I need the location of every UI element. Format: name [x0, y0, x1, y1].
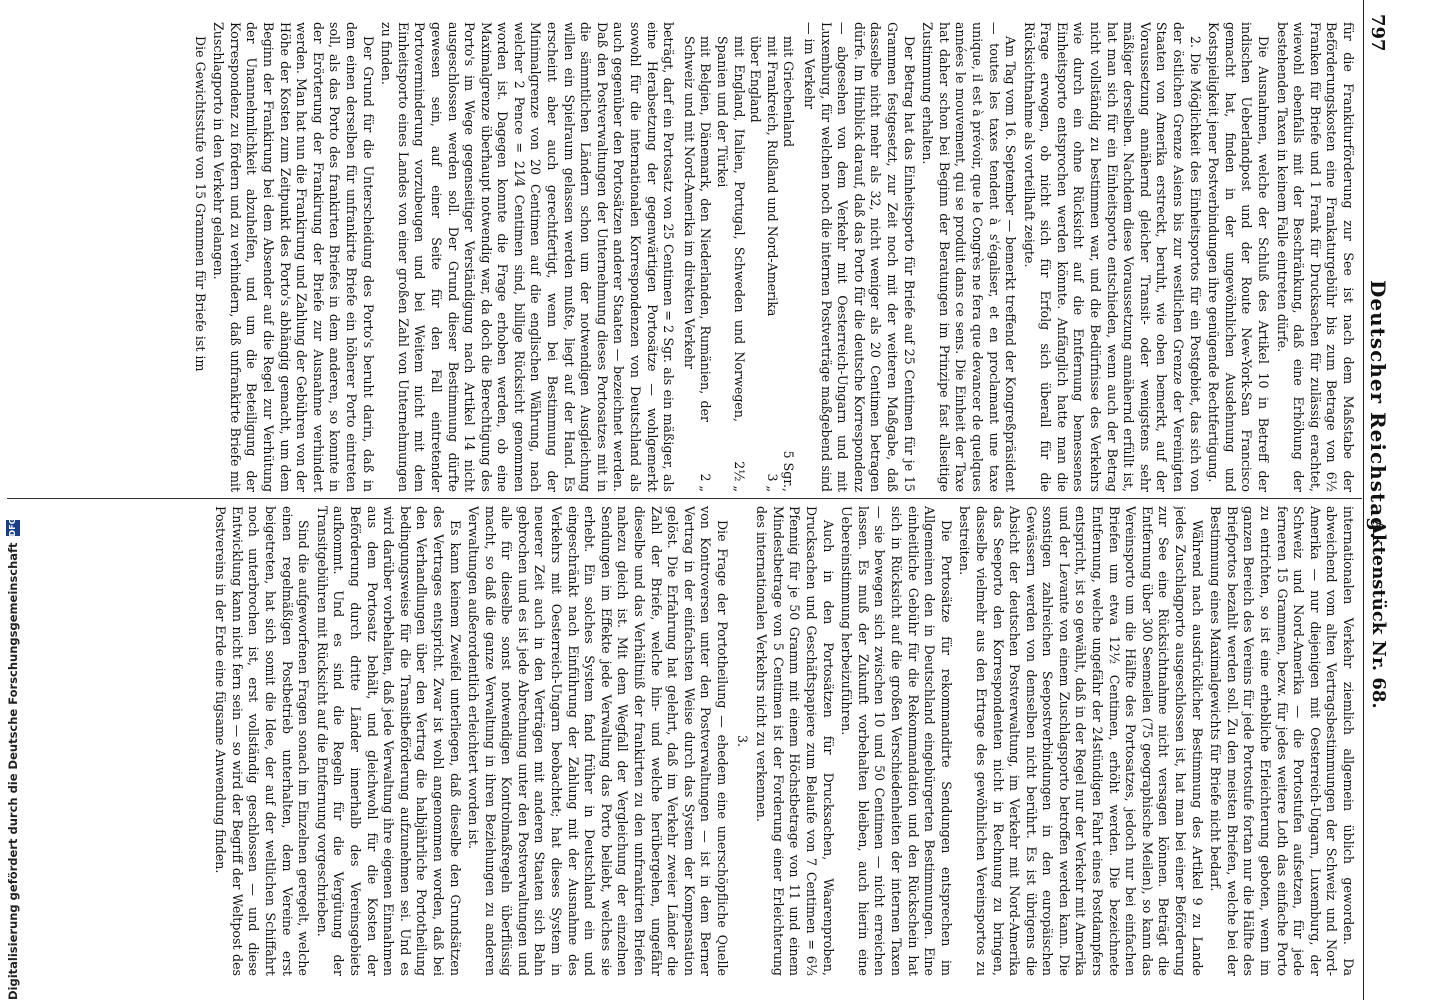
rate-destination: mit Griechenland: [781, 36, 797, 148]
rate-amount: 2 „: [698, 473, 714, 492]
text-column-right: [8, 506, 1356, 976]
page-header: [1363, 0, 1392, 1000]
rate-destination: über England: [748, 36, 764, 123]
paragraph: Auch in den Portosätzen für Drucksachen, Waarenproben, Drucksachen und Geschäftspapiere zum Belaufe von 7 Centimen = 6⅓ Pfennig für je 50 Gramm mit einem Höchstbetrage von 11 und einem Mindestbetrage von 5 Centimen ist der Forderung einer Erleichterung des internationalen Verkehrs nicht zu verkennen.: [754, 506, 836, 976]
rate-row: [780, 22, 797, 492]
paragraph: Die Gewichtsstufe von 15 Grammen für Briefe ist im: [192, 36, 208, 372]
journal-title: Deutscher Reichstag.: [1366, 280, 1390, 541]
paragraph: Der Grund für die Unterscheidung des Porto's beruht darin, daß in dem einen derselben für unfrankirte Briefe ein höherer Porto eintreten soll, als das Porto des frankirten Briefes in dem anderen, so konnte in der Erörterung der Frankirung der Briefe zur Ausnahme verhindert werden. Man hat nun die Frankirung und Zahlung der Gebühren von der Höhe der Kosten zum Zeitpunkt des Porto's abhängig gemacht, um dem Beginn der Frankirung bei dem Absender auf die Regel zur Verhütung der Unannehmlichkeit abzuhelfen, und um die Beteiligung der Korrespondenz zu fördern und zu verhindern, daß unfrankirte Briefe mit Zuschlagporto in den Verkehr gelangen.: [211, 22, 376, 492]
paragraph: Der Betrag hat das Einheitsporto für Briefe auf 25 Centimen für je 15 Grammen festgesetzt, zur Zeit noch mit der weiteren Maßgabe, daß dasselbe nicht mehr als 32, nicht weniger als 20 Centimen betragen dürfe. Im Hinblick darauf, daß das Porto für die deutsche Korrespondenz — abgesehen von dem Verkehr mit Oesterreich-Ungarn und mit Luxemburg, für welchen noch die internen Postverträge maßgebend sind — im Verkehr: [802, 22, 917, 492]
paragraph: Am Tag vom 16. September — bemerkt treffend der Kongreßpräsident — toutes les taxes tendent à s'égaliser, et en proclamant une taxe unique, il est à prévoir, que le Congrès ne fera que devancer de quelques années le mouvement, qui se produit dans ce sens. Die Einheit der Taxe hat daher schon bei Beginn der Beratungen im Prinzipe fast allseitige Zustimmung erhalten.: [920, 22, 1019, 492]
column-divider: [7, 498, 1362, 499]
dfg-logo-icon: DFG: [6, 520, 20, 536]
rate-destination: mit Frankreich, Rußland und Nord-Amerika: [764, 36, 780, 317]
rate-table: [680, 22, 796, 492]
paragraph: Es kann keinem Zweifel unterliegen, daß dieselbe den Grundsätzen des Vertrages entspricht. Zwar ist wohl angenommen worden, daß bei den Verhandlungen über den Vertrag die halbjährliche Portotheilung bedingungsweise für die Transitbeförderung aufzunehmen sei. Und es wird darüber vorbehalten, daß jede Verwaltung ihre eigenen Einnahmen aus dem Portosatz behält, und gleichwohl für die Kosten der Beförderung durch dritte Länder innerhalb des Vereinsgebiets aufkommt. Und es sind die Regeln für die Vergütung der Transitgebühren mit Rücksicht auf die Entfernung vorgeschrieben.: [314, 506, 463, 976]
paragraph: Sind die aufgeworfenen Fragen sonach im Einzelnen geregelt, welche einen regelmäßigen Postbetrieb unterhalten, dem Vereine erst beigetreten, hat sich somit die Idee, der auf der weltlichen Schiffahrt noch unterbrochen ist, erst vollständig geschlossen — und diese Entwicklung kann nicht fern sein — so wird der Begriff der Weltpost des Postvereins in der Erde eine fügsame Anwendung finden.: [213, 506, 312, 976]
paragraph: beträgt, darf ein Portosatz von 25 Centimen = 2 Sgr. als ein mäßiger, als eine Herabsetzung der gegenwärtigen Portosätze — wohlgemerkt sowohl für die internationalen Korrespondenzen von Deutschland als auch gegenüber den Portosätzen anderer Staaten — bezeichnet werden. Daß den Postverwaltungen der Unternehmung dieses Portosatzes mit in die sämmtlichen Ländern schon um der notwendigen Ausgleichung willen ein Spielraum gelassen werden mußte, liegt auf der Hand. Es erscheint aber auch gerechtfertigt, wenn bei Bestimmung der Minimalgrenze von 20 Centimen auf die englischen Währung, nach welcher 2 Pence = 21⁄4 Centimen sind, billige Rücksicht genommen worden ist. Dagegen konnte die Frage erhoben werden, ob eine Maximalgrenze überhaupt notwendig war, da doch die Berechtigung des Porto's im Wege gegenseitiger Verständigung nach Artikel 14 nicht ausgeschlossen werden soll. Der Grund dieser Bestimmung dürfte gewesen sein, auf einer Seite für den Fall eintretender Portoverminderung vorzubeugen und bei Weitem nicht mit dem Einheitsporto eines Landes von einer großen Zahl von Unternehmungen zu finden.: [379, 22, 677, 492]
paragraph: für die Frankiturförderung zur See ist nach dem Maßstabe der Beförderungskosten eine Frankaturgebühr bis zum Betrage von 6½ Franken für Briefe und 1 Frank für Drucksachen für zulässig erachtet, wiewohl ebenfalls mit der Beschränkung, daß eine Erhöhung der bestehenden Taxen in keinem Falle eintreten dürfe.: [1274, 22, 1356, 492]
issue-number: Aktenstück Nr. 68.: [1368, 520, 1389, 709]
rate-row: [713, 22, 746, 492]
rate-row: [747, 22, 764, 492]
rate-row: [680, 22, 713, 492]
rate-amount: 3 „: [764, 473, 780, 492]
rate-row: [763, 22, 780, 492]
text-column-left: [8, 22, 1356, 492]
paragraph: 2. Die Möglichkeit des Einheitsportos für ein Postgebiet, das sich von der östlichen Grenze Asiens bis zur westlichen Grenze der Vereinigten Staaten von Amerika erstreckt, beruht, wie oben bemerkt, auf der Voraussetzung annähernd gleicher Transit- oder wenigstens sehr mäßiger derselben. Nachdem diese Voraussetzung annähernd erfüllt ist, hat man sich für ein Einheitsporto entschieden, wenn auch der Betrag nicht vollständig zu bestimmen war, und die Bedürfnisse des Verkehrs wie durch ein ohne Rücksicht auf die Entfernung bemessenes Einheitsporto entsprochen werden könnte. Anfänglich hatte man die Frage erwogen, ob nicht sich für Erfolg sich überall für die Rücksichtnahme als vorteilhaft zeigte.: [1021, 22, 1203, 492]
page-number: 797: [1367, 14, 1388, 52]
paragraph: Während nach ausdrücklicher Bestimmung des Artikel 9 zu Lande jedes Zuschlagporto ausgeschlossen ist, hat man bei einer Beförderung zur See eine Rücksichtnahme nicht versagen können. Beträgt die Entfernung über 300 Seemeilen (75 geographische Meilen), so kann das Vereinsporto um die Hälfte des Portosatzes, jedoch nur bei einfachen Briefen um etwa 12½ Centimen, erhöht werden. Die bezeichnete Entfernung, welche ungefähr der 24stündigen Fahrt eines Postdampfers entspricht, ist so gewählt, daß in der Regel nur der Verkehr mit Amerika und der Levante von einem Zuschlagsporto betroffen werden kann. Die sonstigen zahlreichen Seepostverbindungen in den europäischen Gewässern werden von demselben nicht berührt. Es ist übrigens die Absicht der deutschen Postverwaltung, im Verkehr mit Nord-Amerika das Seeporto den Korrespondenten nicht in Rechnung zu bringen, dasselbe vielmehr aus den Ertrage des gewöhnlichen Vereinsportos zu bestreiten.: [957, 506, 1205, 976]
credit-text: Digitalisierung gefördert durch die Deutsche Forschungsgemeinschaft: [6, 542, 20, 1000]
digitization-credit: [4, 0, 22, 1000]
rate-amount: 2½ „: [731, 461, 747, 492]
rate-amount: [747, 422, 764, 492]
paragraph: internationalen Verkehr ziemlich allgemein üblich geworden. Da abweichend vom alten Vertragsbestimmungen der Schweiz und Nord-Amerika — nur diejenigen mit Oesterreich-Ungarn, Luxemburg, der Schweiz und Nord-Amerika — die Portostufen aufsetzen, für jede ferneren 15 Grammen, bezw. für jedes weitere Loth das einfache Porto zu entrichten, so ist eine erhebliche Erleichterung geboten, wenn im ganzen Bereich des Vereins für jede Portostufe fortan nur die Hälfte des Briefportos bezahlt werden soll. Zu den meisten Briefen, welche bei der Bestimmung eines Maximalgewichts für Briefe nicht bedarf.: [1208, 506, 1356, 976]
paragraph: Die Portosätze für rekommandirte Sendungen entsprechen im Allgemeinen den in Deutschland eingebürgerten Bestimmungen. Eine einheitliche Gebühr für die Rekommandation und den Rückschein hat sich in Rücksicht auf die großen Verschiedenheiten der internen Taxen — sie bewegen sich zwischen 10 und 50 Centimen — nicht erreichen lassen. Es muß der Zukunft vorbehalten bleiben, auch hierin eine Uebereinstimmung herbeizuführen.: [839, 506, 954, 976]
rate-amount: 5 Sgr.,: [781, 450, 797, 492]
section-number: 3.: [734, 734, 750, 748]
rate-destination: mit Belgien, Dänemark, den Niederlanden, Rumänien, der Schweiz und mit Nord-Amerika im direkten Verkehr: [681, 36, 714, 422]
paragraph: Die Frage der Portotheilung — ehedem eine unerschöpfliche Quelle von Kontroversen unter den Postverwaltungen — ist in dem Berner Vertrag in der einfachsten Weise durch das System der Kompensation gelöst. Die Erfahrung hat gelehrt, daß im Verkehr zweier Länder die Zahl der Briefe, welche hin- und welche herübergehen, ungefähr dieselbe und das Verhältniß der frankirten zu den unfrankirten Briefen nahezu gleich ist. Mit dem Wegfall der Vergleichung der einzelnen Sendungen im Effekte jede Verwaltung das Porto beliebt, welches sie erhebt. Ein solches System fand früher in Deutschland ein und eingeschränkt nach Einführung der Zahlung mit der Ausnahme des Verkehrs mit Oesterreich-Ungarn beobachtet; hat dieses System in neuerer Zeit auch in den Verträgen mit anderen Staaten sich Bahn gebrochen und es ist jede Abrechnung unter den Postverwaltungen und alle für dieselbe sonst notwendigen Kontrolmaßregeln überflüssig macht, so daß die ganze Verwaltung in ihren Beziehungen zu anderen Verwaltungen außerordentlich erleichtert worden ist.: [466, 506, 731, 976]
rate-destination: mit England, Italien, Portugal, Schweden und Norwegen, Spanien und der Türkei: [715, 36, 747, 422]
paragraph: Die Ausnahmen, welche der Schluß des Artikel 10 in Betreff der indischen Ueberlandpost und der Route New-York-San Francisco gemacht hat, finden in der ungewöhnlichen Ausdehnung und Kostspieligkeit jener Postverbindungen ihre genügende Rechtfertigung.: [1206, 22, 1272, 492]
